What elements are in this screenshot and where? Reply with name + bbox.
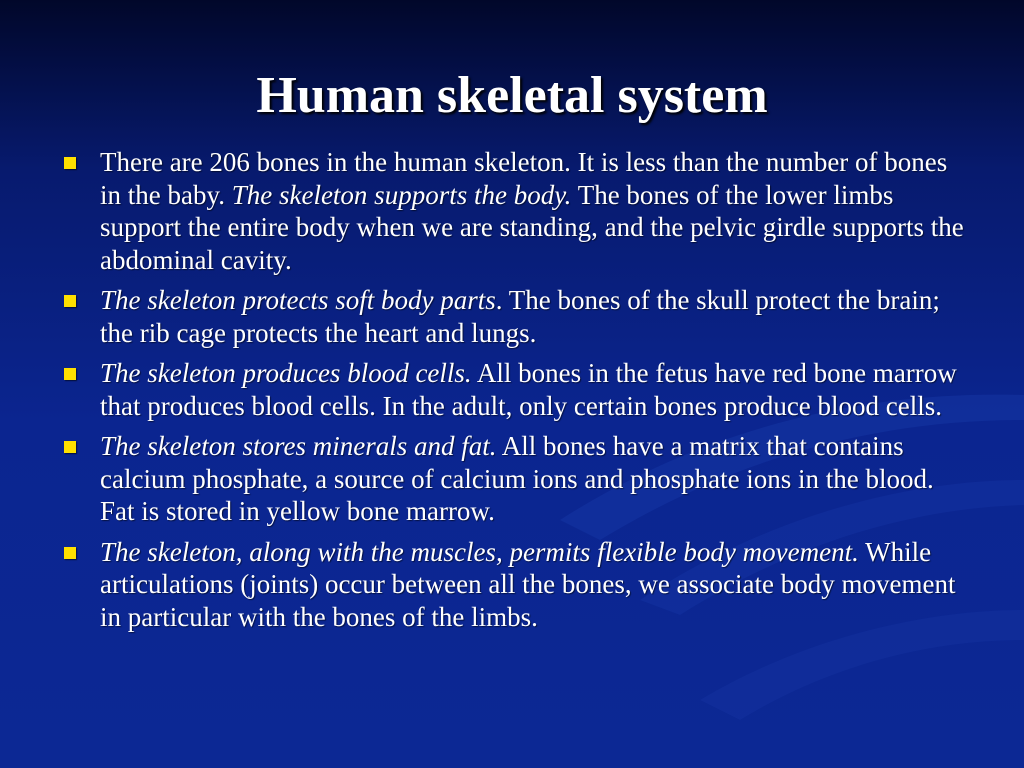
bullet-body-text: The bones of the lower limbs support the entire body when we are standing, and the pelvic girdle supports the abdominal cavity. bbox=[100, 179, 964, 275]
bullet-italic-heading: The skeleton supports the body. bbox=[231, 179, 572, 210]
bullet-body-text: While articulations (joints) occur between all the bones, we associate body movement in particular with the bones of the limbs. bbox=[100, 536, 956, 632]
bullet-italic-heading: The skeleton produces blood cells. bbox=[100, 358, 472, 388]
bullet-item-supports bbox=[62, 146, 968, 276]
square-bullet-icon bbox=[64, 441, 76, 453]
square-bullet-icon bbox=[64, 295, 76, 307]
bullet-italic-heading: The skeleton stores minerals and fat. bbox=[100, 431, 497, 461]
bullet-item-minerals bbox=[62, 430, 968, 528]
square-bullet-icon bbox=[64, 547, 76, 559]
bullet-lead-text: There are 206 bones in the human skeleton. It is less than the number of bones in the baby. bbox=[100, 147, 948, 210]
square-bullet-icon bbox=[64, 368, 76, 380]
bullet-italic-heading: The skeleton, along with the muscles, permits flexible body movement. bbox=[100, 536, 859, 567]
bullet-italic-heading: The skeleton protects soft body parts bbox=[100, 285, 496, 315]
bullet-body-text: All bones in the fetus have red bone marrow that produces blood cells. In the adult, only certain bones produce blood cells. bbox=[100, 358, 957, 421]
bullet-body-text: . The bones of the skull protect the brain; the rib cage protects the heart and lungs. bbox=[100, 285, 940, 348]
bullet-list bbox=[62, 146, 968, 641]
bullet-item-protects bbox=[62, 284, 968, 349]
slide-title: Human skeletal system bbox=[256, 67, 768, 124]
bullet-item-blood-cells bbox=[62, 357, 968, 422]
bullet-item-movement bbox=[62, 536, 968, 634]
square-bullet-icon bbox=[64, 157, 76, 169]
bullet-body-text: All bones have a matrix that contains calcium phosphate, a source of calcium ions and phosphate ions in the blood. Fat is stored in yellow bone marrow. bbox=[100, 431, 934, 526]
